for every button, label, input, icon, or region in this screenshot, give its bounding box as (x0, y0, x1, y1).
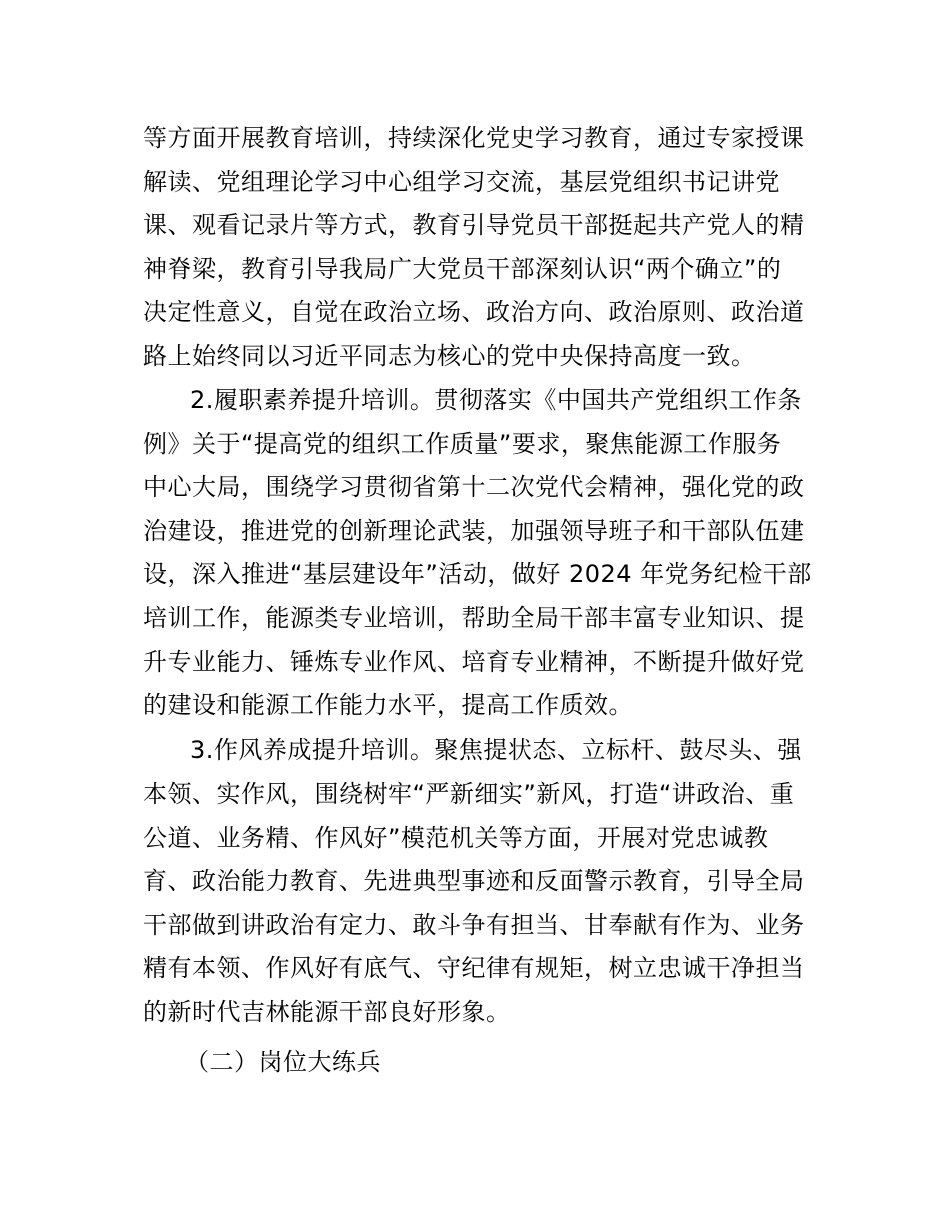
text-line: 精有本领、作风好有底气、守纪律有规矩，树立忠诚干净担当 (143, 954, 805, 982)
text-line: 设，深入推进“基层建设年”活动，做好 2024 年党务纪检干部 (143, 560, 812, 588)
text-line: 升专业能力、锤炼专业作风、培育专业精神，不断提升做好党 (143, 648, 805, 676)
text-line: 的建设和能源工作能力水平，提高工作质效。 (143, 691, 633, 719)
text-line: 培训工作，能源类专业培训，帮助全局干部丰富专业知识、提 (143, 604, 805, 632)
text-line: 的新时代吉林能源干部良好形象。 (143, 998, 511, 1026)
text-line: 等方面开展教育培训，持续深化党史学习教育，通过专家授课 (143, 124, 805, 152)
text-line: 例》关于“提高党的组织工作质量”要求，聚焦能源工作服务 (143, 430, 782, 458)
section-heading: （二）岗位大练兵 (185, 1048, 381, 1076)
paragraph-2-first-line: 2.履职素养提升培训。贯彻落实《中国共产党组织工作条 (190, 386, 802, 414)
text-line: 课、观看记录片等方式，教育引导党员干部挺起共产党人的精 (143, 211, 805, 239)
text-line: 决定性意义，自觉在政治立场、政治方向、政治原则、政治道 (143, 298, 805, 326)
text-line: 本领、实作风，围绕树牢“严新细实”新风，打造“讲政治、重 (143, 780, 795, 808)
text-line: 治建设，推进党的创新理论武装，加强领导班子和干部队伍建 (143, 517, 805, 545)
text-line: 育、政治能力教育、先进典型事迹和反面警示教育，引导全局 (143, 867, 805, 895)
paragraph-3-first-line: 3.作风养成提升培训。聚焦提状态、立标杆、鼓尽头、强 (190, 736, 802, 764)
text-line: 神脊梁，教育引导我局广大党员干部深刻认识“两个确立”的 (143, 255, 782, 283)
text-line: 中心大局，围绕学习贯彻省第十二次党代会精神，强化党的政 (143, 473, 805, 501)
text-line: 路上始终同以习近平同志为核心的党中央保持高度一致。 (143, 342, 756, 370)
text-line: 解读、党组理论学习中心组学习交流，基层党组织书记讲党 (143, 168, 780, 196)
text-line: 公道、业务精、作风好”模范机关等方面，开展对党忠诚教 (143, 824, 769, 852)
text-line: 干部做到讲政治有定力、敢斗争有担当、甘奉献有作为、业务 (143, 911, 805, 939)
